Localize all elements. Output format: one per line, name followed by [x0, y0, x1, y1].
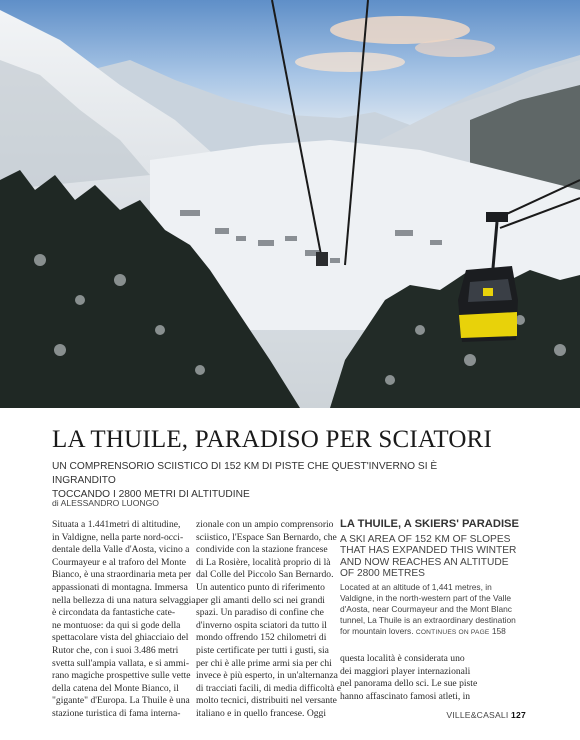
text-line: Situata a 1.441metri di altitudine,	[52, 519, 181, 530]
english-body-line: tunnel, La Thuile is an extraordinary destination	[340, 615, 516, 626]
text-line: rano magiche prospettive sulle vette	[52, 670, 191, 682]
text-line: "gigante" d'Europa. La Thuile è una	[52, 695, 190, 707]
english-subtitle-line: OF 2800 METRES	[340, 568, 425, 580]
body-column-1	[52, 519, 198, 721]
subhead-line: TOCCANDO I 2800 METRI DI ALTITUDINE	[52, 489, 250, 500]
text-line: hanno affascinato famosi atleti, in	[340, 690, 471, 702]
continues-label: CONTINUES ON PAGE	[415, 629, 490, 637]
text-line: dal Colle del Piccolo San Bernardo.	[196, 569, 334, 581]
english-subtitle-line: A SKI AREA OF 152 KM OF SLOPES	[340, 534, 511, 545]
text-line: nel panorama dello sci. Le sue piste	[340, 678, 478, 690]
text-line: invece è più esperto, in un'alternanza	[196, 670, 338, 682]
continues-page: 158	[491, 626, 506, 637]
english-summary	[340, 518, 530, 639]
text-line: Un autentico punto di riferimento	[196, 581, 325, 593]
cloud	[295, 52, 405, 72]
byline: di ALESSANDRO LUONGO	[52, 498, 159, 508]
text-line: di tracciati facili, di media difficoltà e	[196, 682, 341, 694]
english-body-line: Valdigne, in the north-western part of the Valle	[340, 592, 512, 603]
english-body-line: for mountain lovers.	[340, 626, 414, 637]
text-line: Bianco, è una straordinaria meta per	[52, 569, 192, 581]
text-line: spettacolare vista del ghiacciaio del	[52, 632, 189, 644]
english-body-line: Located at an altitude of 1,441 metres, in	[340, 581, 492, 592]
distant-cabin	[316, 252, 328, 266]
text-line: dei maggiori player internazionali	[340, 665, 471, 677]
text-line: piste certificate per tutti i gusti, sia	[196, 644, 329, 656]
english-subtitle-line: AND NOW REACHES AN ALTITUDE	[340, 556, 509, 568]
text-line: svetta sull'ampia vallata, e si ammi-	[52, 657, 190, 669]
text-line: nella bellezza di una natura selvaggia,	[52, 594, 198, 606]
text-line: in Valdigne, nella parte nord-occi-	[52, 531, 184, 543]
english-body-line: d'Aosta, near Courmayeur and the Mont Blanc	[340, 604, 512, 615]
text-line: per gli amanti dello sci nei grandi	[196, 594, 325, 606]
text-line: spazi. Un paradiso di confine che	[196, 607, 324, 619]
page-number: 127	[511, 710, 526, 720]
english-body	[340, 582, 530, 639]
text-line: Courmayeur e al traforo del Monte	[52, 556, 186, 568]
text-line: per chi è alle prime armi sia per chi	[196, 657, 332, 669]
text-line: Rutor che, con i suoi 3.486 metri	[52, 644, 179, 656]
subhead-line: UN COMPRENSORIO SCIISTICO DI 152 KM DI PISTE CHE QUEST'INVERNO SI È INGRANDITO	[52, 461, 438, 486]
cloud	[415, 39, 495, 57]
text-line: della catena del Monte Bianco, il	[52, 682, 179, 694]
magazine-name: VILLE&CASALI	[446, 710, 509, 720]
body-column-3	[340, 653, 500, 703]
page-footer	[446, 710, 526, 720]
headline: LA THUILE, PARADISO PER SCIATORI	[52, 426, 493, 453]
text-line: di La Rosière, località proprio di là	[196, 556, 331, 568]
body-column-2	[196, 519, 341, 721]
text-line: condivide con la stazione francese	[196, 544, 328, 556]
text-line: questa località è considerata uno	[340, 653, 465, 664]
text-line: appassionati di montagna. Immersa	[52, 581, 188, 593]
english-title: LA THUILE, A SKIERS' PARADISE	[340, 518, 519, 530]
subhead	[52, 460, 492, 502]
text-line: sciistico, l'Espace San Bernardo, che	[196, 531, 337, 543]
text-line: zionale con un ampio comprensorio	[196, 519, 334, 530]
english-subtitle	[340, 534, 530, 580]
text-line: italiano e in quello francese. Oggi	[196, 707, 327, 719]
text-line: mondo offrendo 152 chilometri di	[196, 632, 327, 644]
text-line: è circondata da fantastiche cate-	[52, 607, 176, 619]
text-line: stazione turistica di fama interna-	[52, 707, 181, 719]
text-line: ne montuose: da qui si gode della	[52, 619, 181, 631]
text-line: dentale della Valle d'Aosta, vicino a	[52, 544, 190, 556]
text-line: molto tecnici, distribuiti nel versante	[196, 695, 337, 707]
english-subtitle-line: THAT HAS EXPANDED THIS WINTER	[340, 545, 517, 557]
text-line: d'inverno ospita sciatori da tutto il	[196, 619, 327, 631]
